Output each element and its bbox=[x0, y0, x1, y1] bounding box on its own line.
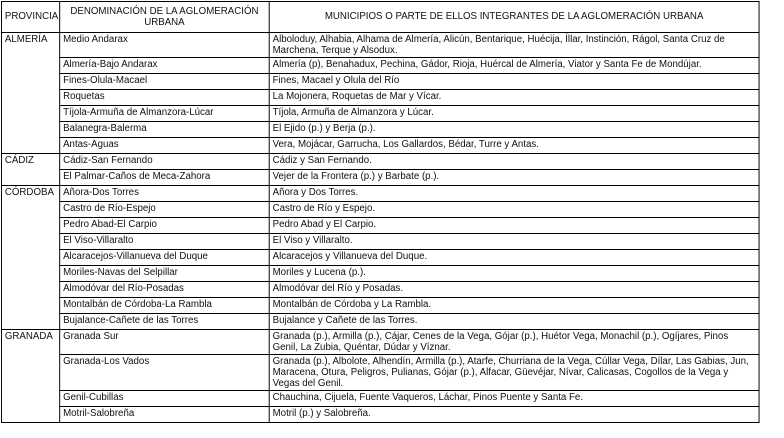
table-row bbox=[1, 137, 759, 153]
provincia-cell bbox=[1, 137, 59, 153]
table-body bbox=[1, 33, 759, 423]
municipios-cell: La Mojonera, Roquetas de Mar y Vícar. bbox=[269, 89, 759, 105]
provincia-cell bbox=[1, 201, 59, 217]
municipios-cell: Cádiz y San Fernando. bbox=[269, 153, 759, 169]
provincia-cell bbox=[1, 406, 59, 422]
provincia-cell bbox=[1, 233, 59, 249]
provincia-cell bbox=[1, 249, 59, 265]
provincia-cell bbox=[1, 265, 59, 281]
table-row bbox=[1, 390, 759, 406]
provincia-cell: GRANADA bbox=[1, 329, 59, 354]
aglomeracion-cell: Fines-Olula-Macael bbox=[60, 73, 270, 89]
aglomeracion-cell: Montalbán de Córdoba-La Rambla bbox=[60, 297, 270, 313]
municipios-cell: El Viso y Villaralto. bbox=[269, 233, 759, 249]
aglomeracion-cell: Motril-Salobreña bbox=[60, 406, 270, 422]
aglomeracion-cell: Tíjola-Armuña de Almanzora-Lúcar bbox=[60, 105, 270, 121]
municipios-cell: Motril (p.) y Salobreña. bbox=[269, 406, 759, 422]
municipios-cell: Castro de Río y Espejo. bbox=[269, 201, 759, 217]
aglomeracion-cell: Medio Andarax bbox=[60, 33, 270, 58]
municipios-cell: Moriles y Lucena (p.). bbox=[269, 265, 759, 281]
aglomeracion-cell: Bujalance-Cañete de las Torres bbox=[60, 313, 270, 329]
provincia-cell bbox=[1, 390, 59, 406]
provincia-cell bbox=[1, 297, 59, 313]
table-row bbox=[1, 329, 759, 354]
aglomeracion-cell: Pedro Abad-El Carpio bbox=[60, 217, 270, 233]
aglomeracion-cell: Balanegra-Balerma bbox=[60, 121, 270, 137]
aglomeracion-cell: Granada Sur bbox=[60, 329, 270, 354]
provincia-cell: CÁDIZ bbox=[1, 153, 59, 169]
header-denominacion: DENOMINACIÓN DE LA AGLOMERACIÓN URBANA bbox=[60, 2, 270, 33]
table-row bbox=[1, 153, 759, 169]
table-row bbox=[1, 249, 759, 265]
header-provincia: PROVINCIA bbox=[1, 2, 59, 33]
aglomeracion-cell: Alcaracejos-Villanueva del Duque bbox=[60, 249, 270, 265]
municipios-cell: Almería (p), Benahadux, Pechina, Gádor, Rioja, Huércal de Almería, Viator y Santa Fe de Mondújar. bbox=[269, 57, 759, 73]
aglomeracion-cell: Genil-Cubillas bbox=[60, 390, 270, 406]
table-row bbox=[1, 201, 759, 217]
table-row bbox=[1, 105, 759, 121]
aglomeracion-cell: Moriles-Navas del Selpillar bbox=[60, 265, 270, 281]
municipios-cell: Alboloduy, Alhabia, Alhama de Almería, Alicún, Bentarique, Huécija, Íllar, Instinción, Rágol, Santa Cruz de Marchena, Terque y Alsodux. bbox=[269, 33, 759, 58]
table-row bbox=[1, 73, 759, 89]
provincia-cell bbox=[1, 354, 59, 390]
provincia-cell bbox=[1, 73, 59, 89]
table-row bbox=[1, 169, 759, 185]
aglomeracion-cell: El Viso-Villaralto bbox=[60, 233, 270, 249]
provincia-cell bbox=[1, 105, 59, 121]
municipios-cell: Añora y Dos Torres. bbox=[269, 185, 759, 201]
provincia-cell bbox=[1, 169, 59, 185]
table-row bbox=[1, 406, 759, 422]
aglomeracion-cell: Almería-Bajo Andarax bbox=[60, 57, 270, 73]
aglomeracion-cell: Granada-Los Vados bbox=[60, 354, 270, 390]
municipios-cell: Alcaracejos y Villanueva del Duque. bbox=[269, 249, 759, 265]
table-row bbox=[1, 57, 759, 73]
municipios-cell: Vejer de la Frontera (p.) y Barbate (p.). bbox=[269, 169, 759, 185]
aglomeracion-cell: Añora-Dos Torres bbox=[60, 185, 270, 201]
municipios-cell: Montalbán de Córdoba y La Rambla. bbox=[269, 297, 759, 313]
municipios-cell: Tíjola, Armuña de Almanzora y Lúcar. bbox=[269, 105, 759, 121]
table-row bbox=[1, 354, 759, 390]
table-row bbox=[1, 233, 759, 249]
provincia-cell bbox=[1, 57, 59, 73]
table-row bbox=[1, 33, 759, 58]
table-row bbox=[1, 217, 759, 233]
provincia-cell: CÓRDOBA bbox=[1, 185, 59, 201]
provincia-cell bbox=[1, 89, 59, 105]
municipios-cell: Almodóvar del Río y Posadas. bbox=[269, 281, 759, 297]
table-row bbox=[1, 121, 759, 137]
aglomeracion-cell: Cádiz-San Fernando bbox=[60, 153, 270, 169]
table-row bbox=[1, 185, 759, 201]
provincia-cell bbox=[1, 313, 59, 329]
municipios-cell: Fines, Macael y Olula del Río bbox=[269, 73, 759, 89]
aglomeraciones-table bbox=[1, 1, 760, 423]
table-row bbox=[1, 313, 759, 329]
municipios-cell: Chauchina, Cijuela, Fuente Vaqueros, Láchar, Pinos Puente y Santa Fe. bbox=[269, 390, 759, 406]
provincia-cell: ALMERÍA bbox=[1, 33, 59, 58]
municipios-cell: Bujalance y Cañete de las Torres. bbox=[269, 313, 759, 329]
aglomeracion-cell: Antas-Aguas bbox=[60, 137, 270, 153]
header-row bbox=[1, 2, 759, 33]
municipios-cell: Pedro Abad y El Carpio. bbox=[269, 217, 759, 233]
table-row bbox=[1, 89, 759, 105]
municipios-cell: El Ejido (p.) y Berja (p.). bbox=[269, 121, 759, 137]
provincia-cell bbox=[1, 217, 59, 233]
aglomeracion-cell: Almodóvar del Río-Posadas bbox=[60, 281, 270, 297]
table-row bbox=[1, 297, 759, 313]
table-row bbox=[1, 281, 759, 297]
provincia-cell bbox=[1, 121, 59, 137]
municipios-cell: Granada (p.), Albolote, Alhendín, Armilla (p.), Atarfe, Churriana de la Vega, Cúllar Vega, Dílar, Las Gabias, Jun, Maracena, Otura, Peligros, Pulianas, Gójar (p.), Alfacar, Güevéjar, Nívar, Calicasas, Cogollos de la Vega y Vegas del Genil. bbox=[269, 354, 759, 390]
municipios-cell: Granada (p.), Armilla (p.), Cájar, Cenes de la Vega, Gójar (p.), Huétor Vega, Monachil (p.), Ogíjares, Pinos Genil, La Zubia, Quéntar, Dúdar y Víznar. bbox=[269, 329, 759, 354]
aglomeracion-cell: Castro de Río-Espejo bbox=[60, 201, 270, 217]
header-municipios: MUNICIPIOS O PARTE DE ELLOS INTEGRANTES DE LA AGLOMERACIÓN URBANA bbox=[269, 2, 759, 33]
aglomeracion-cell: El Palmar-Caños de Meca-Zahora bbox=[60, 169, 270, 185]
aglomeracion-cell: Roquetas bbox=[60, 89, 270, 105]
provincia-cell bbox=[1, 281, 59, 297]
municipios-cell: Vera, Mojácar, Garrucha, Los Gallardos, Bédar, Turre y Antas. bbox=[269, 137, 759, 153]
table-row bbox=[1, 265, 759, 281]
